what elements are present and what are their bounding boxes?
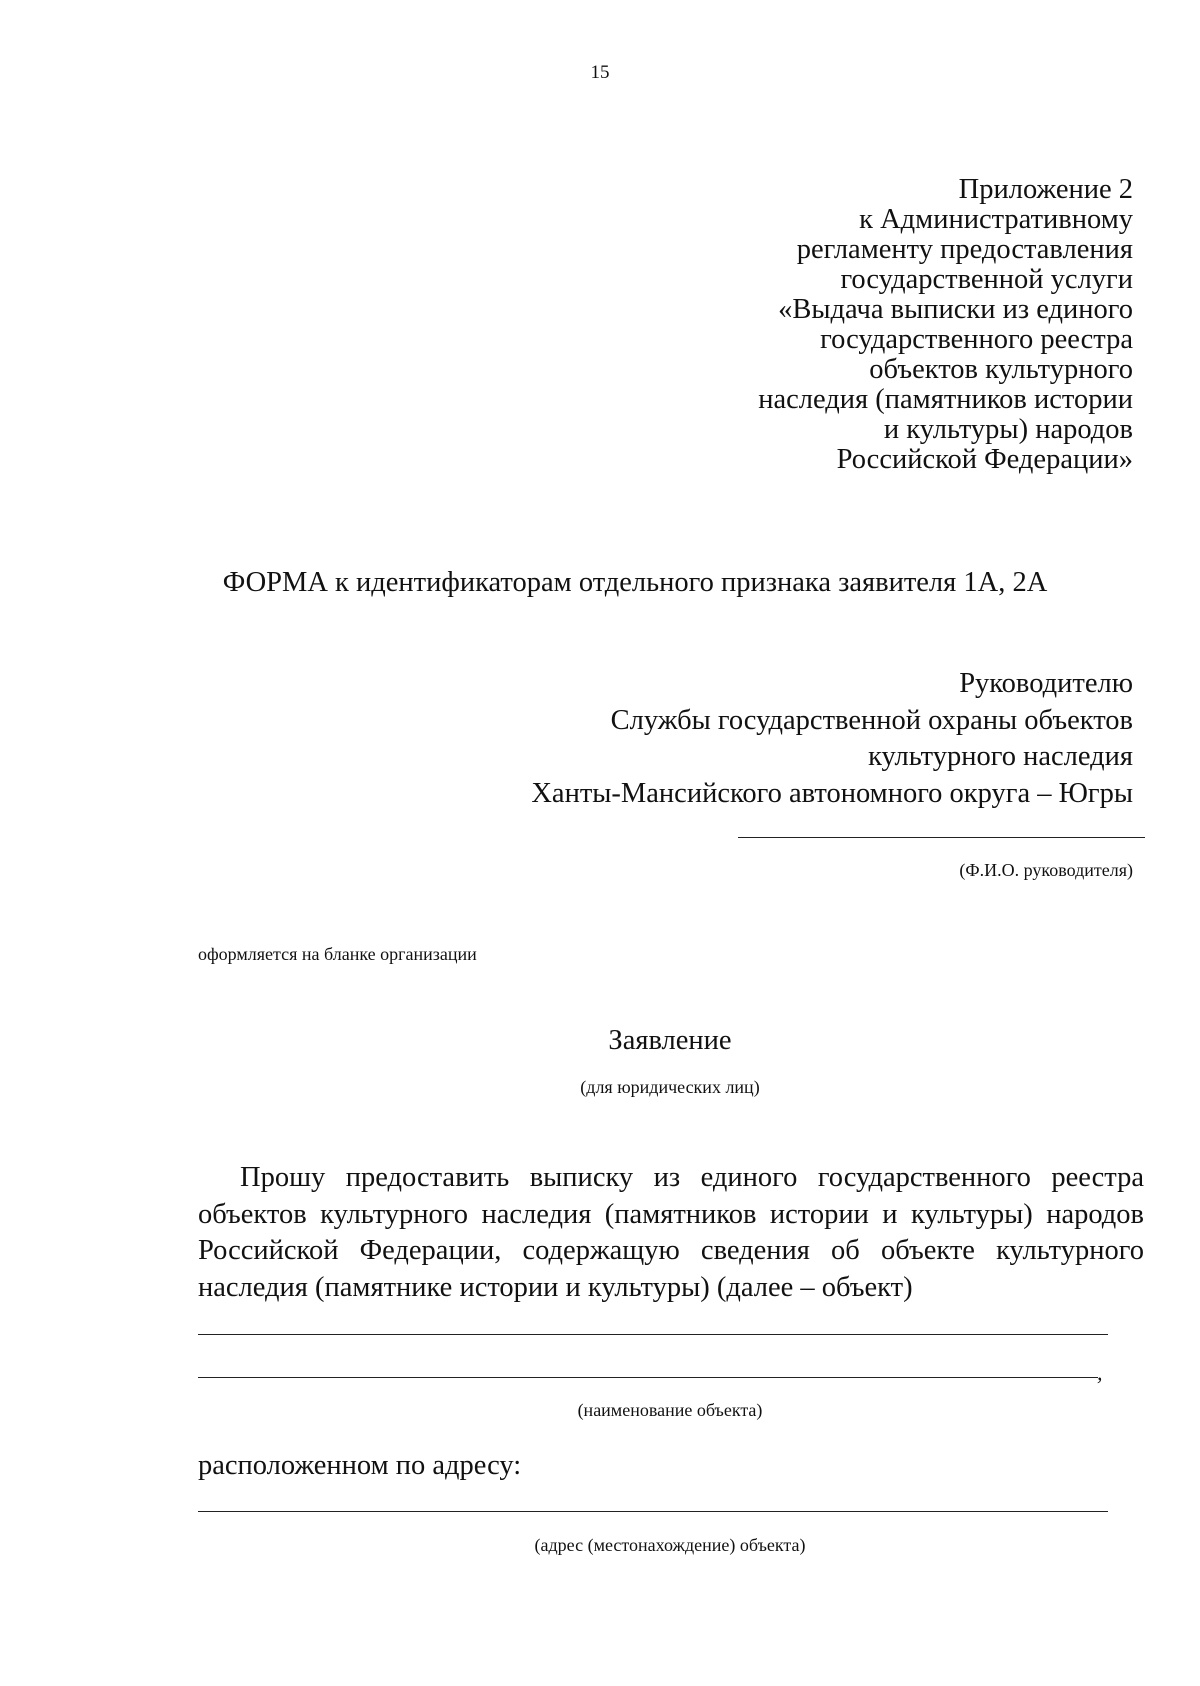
object-name-line-1[interactable] [198,1334,1108,1335]
page-number: 15 [590,62,610,83]
fio-caption: (Ф.И.О. руководителя) [959,860,1133,880]
appendix-line: наследия (памятников истории [758,384,1133,415]
form-title: ФОРМА к идентификаторам отдельного признака заявителя 1А, 2А [222,567,1048,598]
appendix-line: регламенту предоставления [796,234,1133,265]
addressee-line: Руководителю [959,668,1133,699]
appendix-line: Российской Федерации» [836,444,1133,475]
fio-underline[interactable] [738,837,1145,838]
appendix-line: объектов культурного [869,354,1133,385]
address-caption: (адрес (местонахождение) объекта) [534,1535,806,1555]
line-comma: , [1097,1360,1103,1385]
appendix-line: к Административному [859,204,1133,235]
address-line[interactable] [198,1511,1108,1512]
object-name-caption: (наименование объекта) [577,1400,763,1420]
blank-note: оформляется на бланке организации [198,944,477,964]
located-label: расположенном по адресу: [198,1450,522,1481]
appendix-header [573,175,1133,475]
statement-title: Заявление [608,1025,732,1056]
appendix-line: и культуры) народов [883,414,1133,445]
addressee-line: Ханты-Мансийского автономного округа – Югры [531,777,1133,809]
object-name-line-2[interactable] [198,1377,1098,1378]
addressee-line: культурного наследия [868,741,1133,772]
appendix-line: «Выдача выписки из единого [778,294,1133,325]
addressee-block [433,666,1133,812]
statement-body: Прошу предоставить выписку из единого государственного реестра объектов культурного наследия (памятников истории и культуры) народов Российской Федерации, содержащую сведения об объекте культурного наследия (памятнике истории и культуры) (далее – объект) [198,1162,1144,1303]
statement-subtitle: (для юридических лиц) [580,1077,760,1097]
appendix-line: государственного реестра [820,324,1133,355]
appendix-line: Приложение 2 [958,174,1133,205]
addressee-line: Службы государственной охраны объектов [610,704,1133,736]
appendix-line: государственной услуги [840,264,1133,295]
